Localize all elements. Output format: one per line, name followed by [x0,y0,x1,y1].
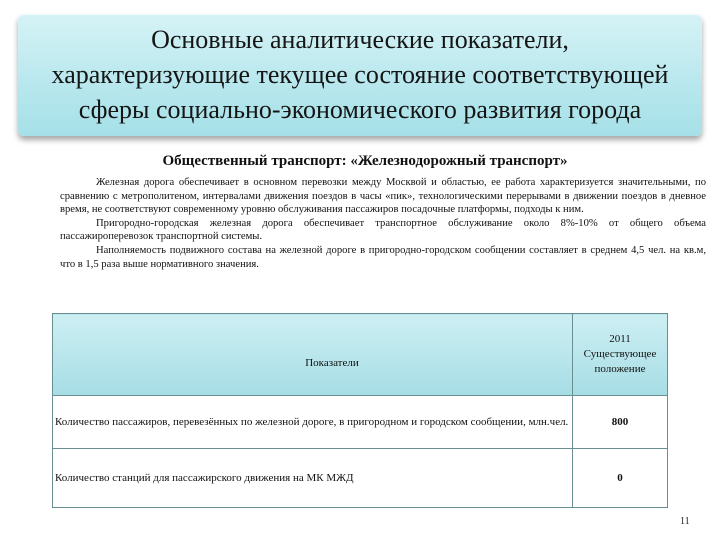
row-value: 0 [573,449,668,508]
section-subtitle: Общественный транспорт: «Железнодорожный транспорт» [162,153,568,169]
paragraph-3: Наполняемость подвижного состава на железной дороге в пригородно-городском сообщении составляет в среднем 4,5 чел. на кв.м, что в 1,5 раза выше нормативного значения. [60,244,706,270]
paragraph-1: Железная дорога обеспечивает в основном перевозки между Москвой и областью, ее работа характеризуется значительными, по сравнению с метрополитеном, интервалами движения поездов в часы «пик», технологическими перерывами в движении поездов в дневное время, не соответствуют современному уровню обслуживания пассажиров посадочные платформы, подходы к ним. [60,177,706,216]
paragraph-2: Пригородно-городская железная дорога обеспечивает транспортное обслуживание около 8%-10% от общего объема пассажироперевозок транспортной системы. [60,217,706,243]
header-year-caption-1: Существующее [583,348,657,360]
header-year-caption-2: положение [594,363,646,375]
indicators-table [52,313,668,508]
title-line-2: характеризующие текущее состояние соответствующей [51,60,669,89]
title-line-1: Основные аналитические показатели, [151,25,569,54]
row-label: Количество станций для пассажирского движения на МК МЖД [53,449,573,508]
page-number: 11 [680,516,690,527]
row-value: 800 [573,396,668,449]
table-row [53,396,668,449]
body-text [60,176,706,271]
title-line-3: сферы социально-экономического развития города [78,95,642,124]
header-year [573,314,668,396]
table-row [53,449,668,508]
row-label: Количество пассажиров, перевезённых по железной дороге, в пригородном и городском сообщении, млн.чел. [53,396,573,449]
table-header-row [53,314,668,396]
header-indicators: Показатели [53,314,573,396]
header-year-number: 2011 [609,333,631,345]
slide-title [20,22,700,127]
